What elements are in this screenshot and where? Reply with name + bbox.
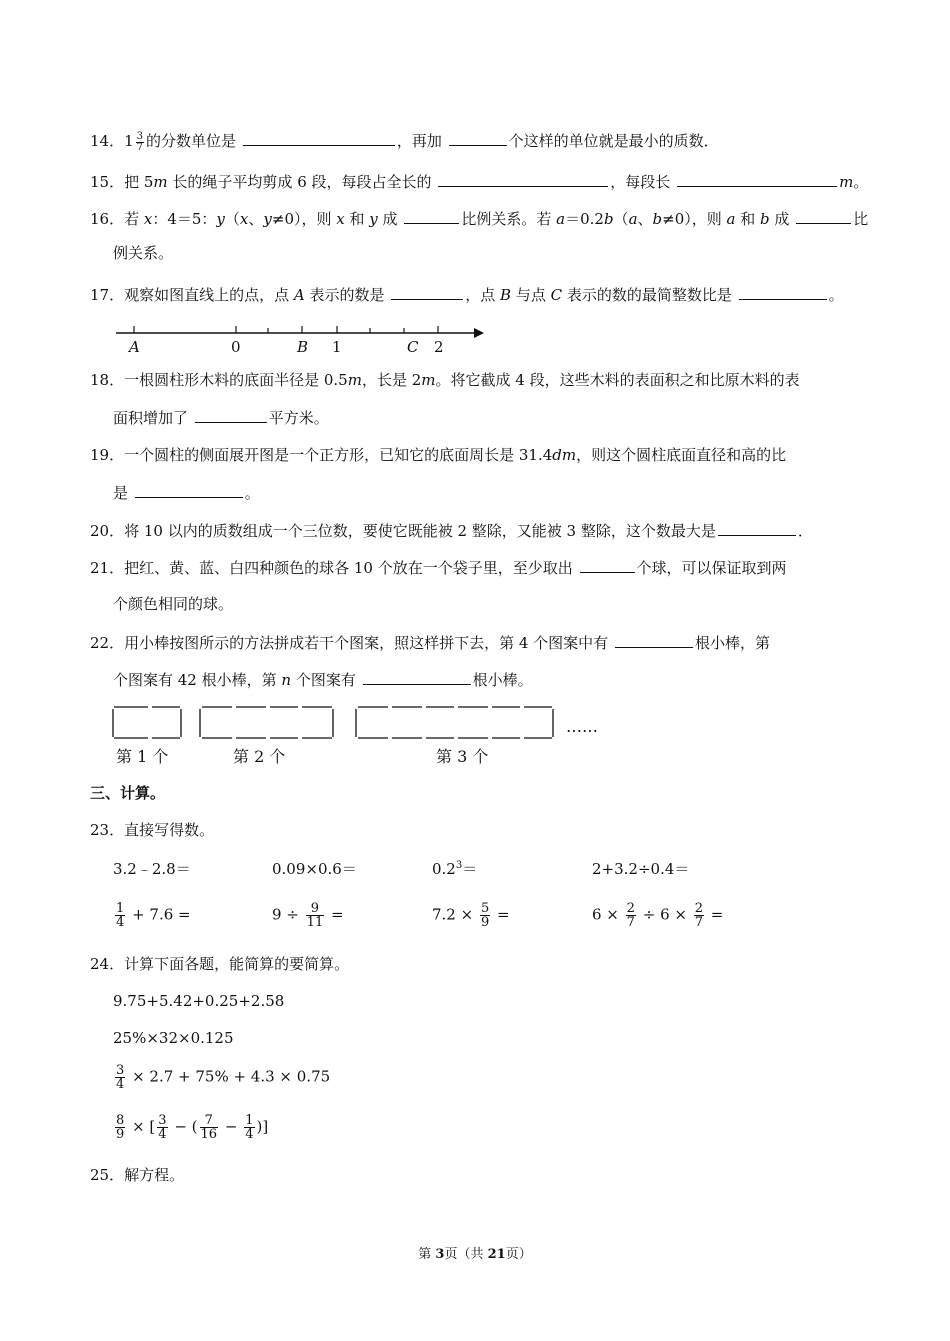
label-2: 2 [434, 338, 444, 356]
label-C: C [407, 338, 419, 356]
answer-blank[interactable] [796, 207, 851, 224]
arrow-icon [474, 328, 484, 338]
calc-expression: 25%×32×0.125 [113, 1029, 234, 1047]
calc-item: 3.2﹣2.8＝ [113, 860, 191, 878]
label-A: A [129, 338, 140, 356]
question-21-cont: 个颜色相同的球。 [113, 595, 234, 613]
answer-blank[interactable] [718, 519, 796, 536]
answer-blank[interactable] [363, 668, 471, 685]
stick-pattern-figure [108, 700, 618, 768]
answer-blank[interactable] [135, 481, 243, 498]
calc-item: $0.2^3=$ [432, 860, 478, 878]
question-22: 22．用小棒按图所示的方法拼成若干个图案，照这样拼下去，第 4 个图案中有 根小棒，第 [90, 631, 770, 654]
pattern-1 [113, 707, 181, 738]
figure-label-2: 第 2 个 [233, 747, 286, 766]
question-18: 18．一根圆柱形木料的底面半径是 0.5m，长是 2m。将它截成 4 段，这些木料的表面积之和比原木料的表 [90, 371, 800, 389]
question-23: 23．直接写得数。 [90, 821, 215, 839]
question-16: 16．若 x：4＝5：y（x、y≠0），则 x 和 y 成 比例关系。若 a＝0.2b（a、b≠0），则 a 和 b 成 比 [90, 207, 868, 230]
answer-blank[interactable] [404, 207, 459, 224]
answer-blank[interactable] [391, 283, 463, 300]
calc-item: 2+3.2÷0.4＝ [592, 860, 690, 878]
question-20: 20．将 10 以内的质数组成一个三位数，要使它既能被 2 整除，又能被 3 整除，这个数最大是 ． [90, 519, 813, 542]
answer-blank[interactable] [243, 129, 395, 146]
answer-blank[interactable] [580, 556, 635, 573]
question-18-cont: 面积增加了 平方米。 [113, 406, 329, 429]
figure-label-1: 第 1 个 [116, 747, 169, 766]
question-21: 21．把红、黄、蓝、白四种颜色的球各 10 个放在一个袋子里，至少取出 个球，可以保证取到两 [90, 556, 787, 579]
answer-blank[interactable] [438, 170, 608, 187]
label-1: 1 [332, 338, 342, 356]
question-16-cont: 例关系。 [113, 244, 174, 262]
page-footer: 第 3页（共 21页） [418, 1247, 532, 1262]
calc-item: 6 × $\frac{2}{7}$ ÷ 6 × $\frac{2}{7}$ = [592, 901, 724, 930]
calc-item: $\frac{1}{4}$ + 7.6 = [116, 901, 191, 930]
pattern-2 [200, 707, 333, 738]
answer-blank[interactable] [195, 406, 267, 423]
label-B: B [297, 338, 309, 356]
answer-blank[interactable] [449, 129, 507, 146]
label-0: 0 [231, 338, 241, 356]
section-heading: 三、计算。 [90, 784, 166, 802]
question-17: 17．观察如图直线上的点，点 A 表示的数是 ，点 B 与点 C 表示的数的最简整数比是 。 [90, 283, 844, 306]
calc-item: 9 ÷ $\frac{9}{11}$ = [272, 901, 344, 930]
number-line [110, 318, 490, 358]
ellipsis: …… [566, 717, 598, 736]
figure-label-3: 第 3 个 [436, 747, 489, 766]
question-25: 25．解方程。 [90, 1166, 185, 1184]
calc-expression: $\frac{3}{4}$ × 2.7 + 75% + 4.3 × 0.75 [116, 1063, 331, 1092]
question-14: 14．1 $\frac{3}{7}$ 的分数单位是 ，再加 个这样的单位就是最小的质数． [90, 130, 719, 153]
calc-item: 7.2 × $\frac{5}{9}$ = [432, 901, 510, 930]
question-22-cont: 个图案有 42 根小棒，第 n 个图案有 根小棒。 [113, 668, 533, 691]
question-19: 19．一个圆柱的侧面展开图是一个正方形，已知它的底面周长是 31.4dm，则这个圆柱底面直径和高的比 [90, 446, 787, 464]
pattern-3 [356, 707, 553, 738]
fraction-3-7: $\frac{3}{7}$ [136, 130, 144, 153]
question-24: 24．计算下面各题，能简算的要简算。 [90, 955, 350, 973]
answer-blank[interactable] [615, 631, 693, 648]
question-15: 15．把 5m 长的绳子平均剪成 6 段，每段占全长的 ，每段长 m。 [90, 170, 868, 193]
calc-expression: $\frac{8}{9}$ × [ $\frac{3}{4}$ − ( $\frac{7}{16}$ − $\frac{1}{4}$ )] [116, 1113, 269, 1142]
answer-blank[interactable] [677, 170, 837, 187]
calc-expression: 9.75+5.42+0.25+2.58 [113, 992, 285, 1010]
answer-blank[interactable] [739, 283, 827, 300]
calc-item: 0.09×0.6＝ [272, 860, 357, 878]
question-19-cont: 是 。 [113, 481, 260, 504]
